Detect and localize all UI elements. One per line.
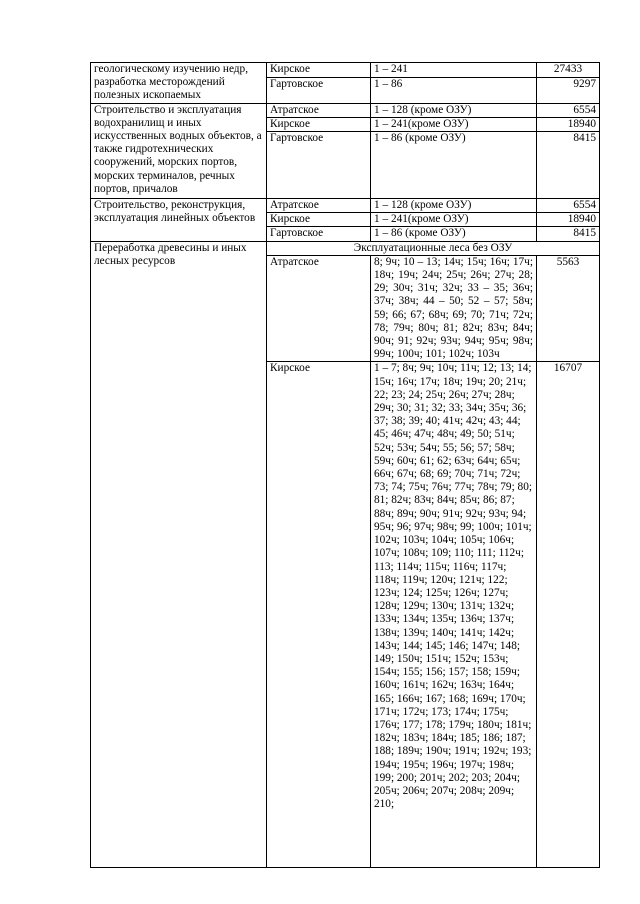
area-cell: 18940 [537,213,600,227]
subheader-cell: Эксплуатационные леса без ОЗУ [267,241,600,255]
quarters-cell: 1 – 86 (кроме ОЗУ) [371,132,537,199]
quarters-cell: 8; 9ч; 10 – 13; 14ч; 15ч; 16ч; 17ч; 18ч; 19ч; 24ч; 25ч; 26ч; 27ч; 28; 29; 30ч; 31ч; 32ч; 33 – 35; 36ч; 37ч; 38ч; 44 – 50; 52 – 57; 58ч; 59; 66; 67; 68ч; 69; 70; 71ч; 72ч; 78; 79ч; 80ч; 81; 82ч; 83ч; 84ч; 90ч; 91; 92ч; 93ч; 94ч; 95ч; 98ч; 99ч; 100ч; 101; 102ч; 103ч [371,255,537,362]
quarters-text: 1 – 7; 8ч; 9ч; 10ч; 11ч; 12; 13; 14; 15ч; 16ч; 17ч; 18ч; 19ч; 20; 21ч; 22; 23; 24; 25ч; 26ч; 27ч; 28ч; 29ч; 30; 31; 32; 33; 34ч; 35ч; 36; 37; 38; 39; 40; 41ч; 42ч; 43; 44; 45; 46ч; 47ч; 48ч; 49; 50; 51ч; 52ч; 53ч; 54ч; 55; 56; 57; 58ч; 59ч; 60ч; 61; 62; 63ч; 64ч; 65ч; 66ч; 67ч; 68; 69; 70ч; 71ч; 72ч; 73; 74; 75ч; 76ч; 77ч; 78ч; 79; 80; 81; 82ч; 83ч; 84ч; 85ч; 86; 87; 88ч; 89ч; 90ч; 91ч; 92ч; 93ч; 94; 95ч; 96; 97ч; 98ч; 99; 100ч; 101ч; 102ч; 103ч; 104ч; 105ч; 106ч; 107ч; 108ч; 109; 110; 111; 112ч; 113; 114ч; 115ч; 116ч; 117ч; 118ч; 119ч; 120ч; 121ч; 122; 123ч; 124; 125ч; 126ч; 127ч; 128ч; 129ч; 130ч; 131ч; 132ч; 133ч; 134ч; 135ч; 136ч; 137ч; 138ч; 139ч; 140ч; 141ч; 142ч; 143ч; 144; 145; 146; 147ч; 148; 149; 150ч; 151ч; 152ч; 153ч; 154ч; 155; 156; 157; 158; 159ч; 160ч; 161ч; 162ч; 163ч; 164ч; 165; 166ч; 167; 168; 169ч; 170ч; 171ч; 172ч; 173; 174ч; 175ч; 176ч; 177; 178; 179ч; 180ч; 181ч; 182ч; 183ч; 184ч; 185; 186; 187; 188; 189ч; 190ч; 191ч; 192ч; 193; 194ч; 195ч; 196ч; 197ч; 198ч; 199; 200; 201ч; 202; 203; 204ч; 205ч; 206ч; 207ч; 208ч; 209ч; 210; [374,362,532,811]
forestry-cell: Кирское [267,362,371,868]
forest-use-table [90,62,600,868]
activity-cell: геологическому изучению недр, разработка месторождений полезных ископаемых [91,63,267,104]
activity-cell: Строительство и эксплуатация водохранилищ и иных искусственных водных объектов, а также гидротехнических сооружений, морских портов, морских терминалов, речных портов, причалов [91,103,267,198]
quarters-cell: 1 – 86 [371,77,537,103]
quarters-cell: 1 – 241(кроме ОЗУ) [371,117,537,131]
area-cell: 6554 [537,199,600,213]
forestry-cell: Атратское [267,255,371,362]
area-cell: 5563 [537,255,600,362]
area-cell: 18940 [537,117,600,131]
table-row [91,199,600,213]
quarters-cell: 1 – 128 (кроме ОЗУ) [371,103,537,117]
area-cell: 8415 [537,227,600,241]
quarters-cell: 1 – 241(кроме ОЗУ) [371,213,537,227]
table-row [91,103,600,117]
area-cell: 27433 [537,63,600,78]
forestry-cell: Атратское [267,103,371,117]
area-cell: 8415 [537,132,600,199]
area-cell: 16707 [537,362,600,868]
forestry-cell: Гартовское [267,227,371,241]
forestry-cell: Гартовское [267,77,371,103]
quarters-cell: 1 – 241 [371,63,537,78]
forestry-cell: Кирское [267,117,371,131]
forestry-cell: Атратское [267,199,371,213]
forestry-cell: Кирское [267,213,371,227]
quarters-cell: 1 – 86 (кроме ОЗУ) [371,227,537,241]
activity-cell: Переработка древесины и иных лесных ресурсов [91,241,267,868]
activity-cell: Строительство, реконструкция, эксплуатация линейных объектов [91,199,267,242]
quarters-cell: 1 – 128 (кроме ОЗУ) [371,199,537,213]
table-row [91,241,600,255]
forestry-cell: Гартовское [267,132,371,199]
area-cell: 6554 [537,103,600,117]
table-row [91,63,600,78]
quarters-cell [371,362,537,868]
forestry-cell: Кирское [267,63,371,78]
area-cell: 9297 [537,77,600,103]
